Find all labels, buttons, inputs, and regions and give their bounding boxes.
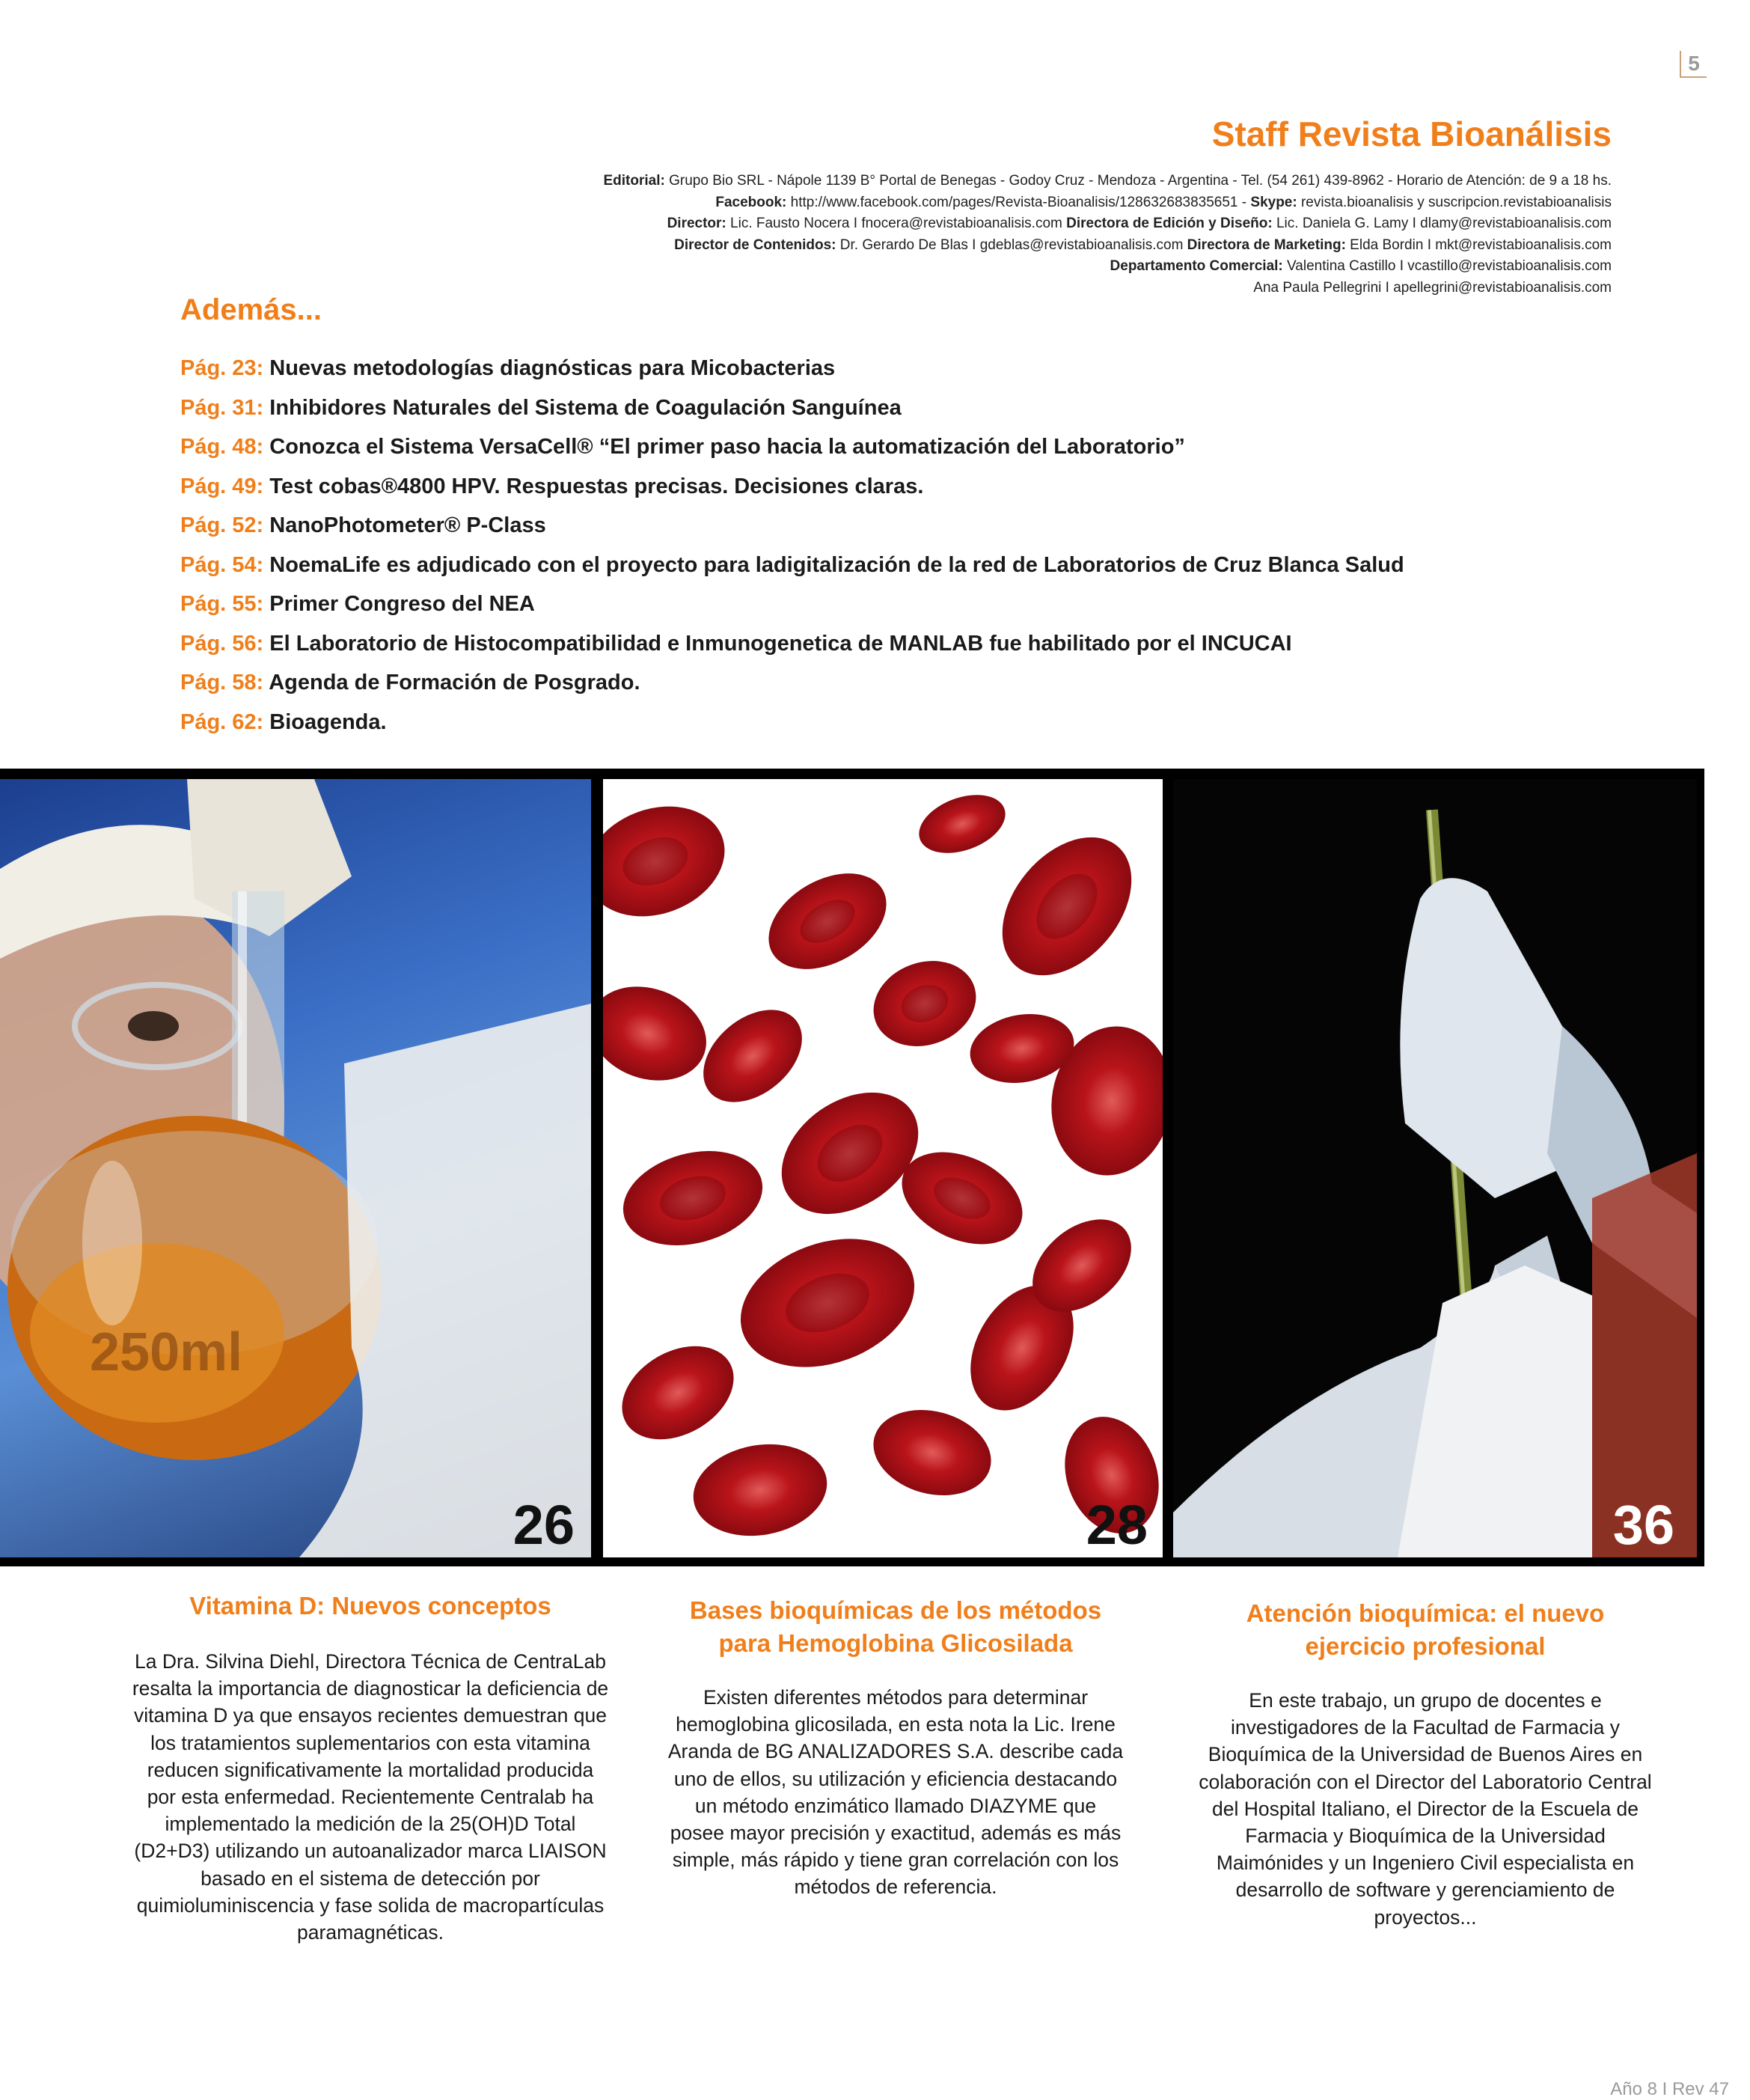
contents-page-ref: Pág. 55: [180,592,264,616]
contents-page-ref: Pág. 31: [180,395,264,420]
staff-text: Lic. Daniela G. Lamy I dlamy@revistabioanalisis.com [1272,216,1612,231]
red-blood-cells-photo[interactable] [603,779,1163,1557]
panel-number: 28 [1086,1494,1148,1556]
contents-item[interactable] [180,388,1602,428]
staff-text: Ana Paula Pellegrini I apellegrini@revistabioanalisis.com [1253,279,1612,296]
contents-item[interactable] [180,506,1602,546]
staff-credits [489,171,1612,299]
article-summary: La Dra. Silvina Diehl, Directora Técnica de CentraLab resalta la importancia de diagnosticar la deficiencia de vitamina D ya que ensayos recientes demuestran que los tratamientos suplementarios con esta vitamina reducen significativamente la mortalidad producida por esta enfermedad. Recientemente Centralab ha implementado la medición de la 25(OH)D Total (D2+D3) utilizando un autoanalizador marca LIAISON basado en el sistema de detección por quimioluminiscencia y fase solida de macropartículas paramagnéticas. [132,1650,609,1944]
article-summary: Existen diferentes métodos para determinar hemoglobina glicosilada, en esta nota la Lic. Irene Aranda de BG ANALIZADORES S.A. describe cada uno de ellos, su utilización y eficiencia destacando un método enzimático llamado DIAZYME que posee mayor precisión y exactitud, además es más simple, más rápido y tiene gran correlación con los métodos de referencia. [667,1686,1124,1899]
scientist-illustration [0,779,591,1557]
flask-label: 250ml [90,1322,243,1382]
contents-item[interactable] [180,467,1602,507]
article-title[interactable]: Atención bioquímica: el nuevo ejercicio profesional [1246,1599,1605,1660]
staff-text: revista.bioanalisis y suscripcion.revistabioanalisis [1297,194,1612,210]
contents-title: Primer Congreso del NEA [263,592,535,616]
contents-item[interactable] [180,546,1602,585]
contents-list [180,349,1602,742]
staff-title: Staff Revista Bioanálisis [1211,115,1612,153]
staff-line [489,192,1612,214]
contents-item[interactable] [180,624,1602,664]
image-strip [0,769,1704,1566]
page-number: 5 [1680,51,1707,78]
panel-number: 36 [1612,1494,1674,1556]
staff-label: Editorial: [603,173,665,189]
staff-line [489,235,1612,257]
contents-title: El Laboratorio de Histocompatibilidad e Inmunogenetica de MANLAB fue habilitado por el INCUCAI [263,631,1292,656]
article-title[interactable]: Vitamina D: Nuevos conceptos [189,1592,551,1620]
staff-label: Director de Contenidos: [674,236,836,253]
staff-text: Dr. Gerardo De Blas I gdeblas@revistabioanalisis.com [836,236,1187,253]
staff-text: Elda Bordin I mkt@revistabioanalisis.com [1345,236,1612,253]
contents-page-ref: Pág. 23: [180,356,264,380]
article-title[interactable]: Bases bioquímicas de los métodos para Hemoglobina Glicosilada [689,1596,1102,1657]
contents-title: Conozca el Sistema VersaCell® “El primer paso hacia la automatización del Laboratorio” [263,435,1185,459]
contents-page-ref: Pág. 52: [180,513,264,537]
contents-page-ref: Pág. 56: [180,631,264,656]
article-atencion-bioquimica [1197,1597,1653,1931]
staff-line [489,171,1612,192]
staff-label: Departamento Comercial: [1110,258,1283,274]
staff-line [489,278,1612,299]
staff-label: Facebook: [715,194,787,210]
staff-line [489,256,1612,278]
staff-text: Grupo Bio SRL - Nápole 1139 B° Portal de Benegas - Godoy Cruz - Mendoza - Argentina - Tel. (54 261) 439-8962 - Horario de Atención: de 9 a 18 hs. [664,173,1612,189]
contents-title: NanoPhotometer® P-Class [263,513,546,537]
contents-title: Bioagenda. [263,709,387,734]
contents-title: NoemaLife es adjudicado con el proyecto para ladigitalización de la red de Laboratorios de Cruz Blanca Salud [263,552,1404,577]
staff-line [489,213,1612,235]
contents-item[interactable] [180,349,1602,388]
staff-label: Director: [667,216,726,231]
contents-page-ref: Pág. 48: [180,435,264,459]
contents-item[interactable] [180,427,1602,467]
ademas-heading: Además... [180,293,322,326]
panel-number: 26 [513,1494,575,1556]
contents-page-ref: Pág. 58: [180,671,264,695]
contents-item[interactable] [180,584,1602,624]
staff-text: http://www.facebook.com/pages/Revista-Bioanalisis/128632683835651 - [786,194,1251,210]
contents-item[interactable] [180,703,1602,742]
contents-page-ref: Pág. 49: [180,474,264,498]
article-hemoglobina [667,1594,1124,1901]
article-summary: En este trabajo, un grupo de docentes e investigadores de la Facultad de Farmacia y Bioquímica de la Universidad de Buenos Aires en colaboración con el Director del Laboratorio Central del Hospital Italiano, el Director de la Escuela de Farmacia y Bioquímica de la Universidad Maimónides y un Ingeniero Civil especialista en desarrollo de software y gerenciamiento de proyectos... [1199,1689,1652,1929]
article-vitamina-d [131,1590,610,1946]
scientist-with-flask-photo[interactable] [0,779,591,1557]
blood-cells-illustration [603,779,1163,1557]
staff-label: Directora de Marketing: [1187,236,1346,253]
contents-title: Test cobas®4800 HPV. Respuestas precisas. Decisiones claras. [263,474,924,498]
contents-title: Nuevas metodologías diagnósticas para Micobacterias [263,356,836,380]
staff-label: Directora de Edición y Diseño: [1066,216,1273,231]
gloved-hand-with-pipette-photo[interactable] [1173,779,1697,1557]
issue-footer: Año 8 I Rev 47 [1610,2079,1729,2099]
contents-title: Agenda de Formación de Posgrado. [263,671,640,695]
staff-text: Valentina Castillo I vcastillo@revistabioanalisis.com [1282,258,1612,274]
contents-title: Inhibidores Naturales del Sistema de Coagulación Sanguínea [263,395,902,420]
staff-text: Lic. Fausto Nocera I fnocera@revistabioanalisis.com [726,216,1067,231]
contents-item[interactable] [180,663,1602,703]
staff-label: Skype: [1250,194,1297,210]
contents-page-ref: Pág. 54: [180,552,264,577]
contents-page-ref: Pág. 62: [180,709,264,734]
pipette-illustration [1173,779,1697,1557]
